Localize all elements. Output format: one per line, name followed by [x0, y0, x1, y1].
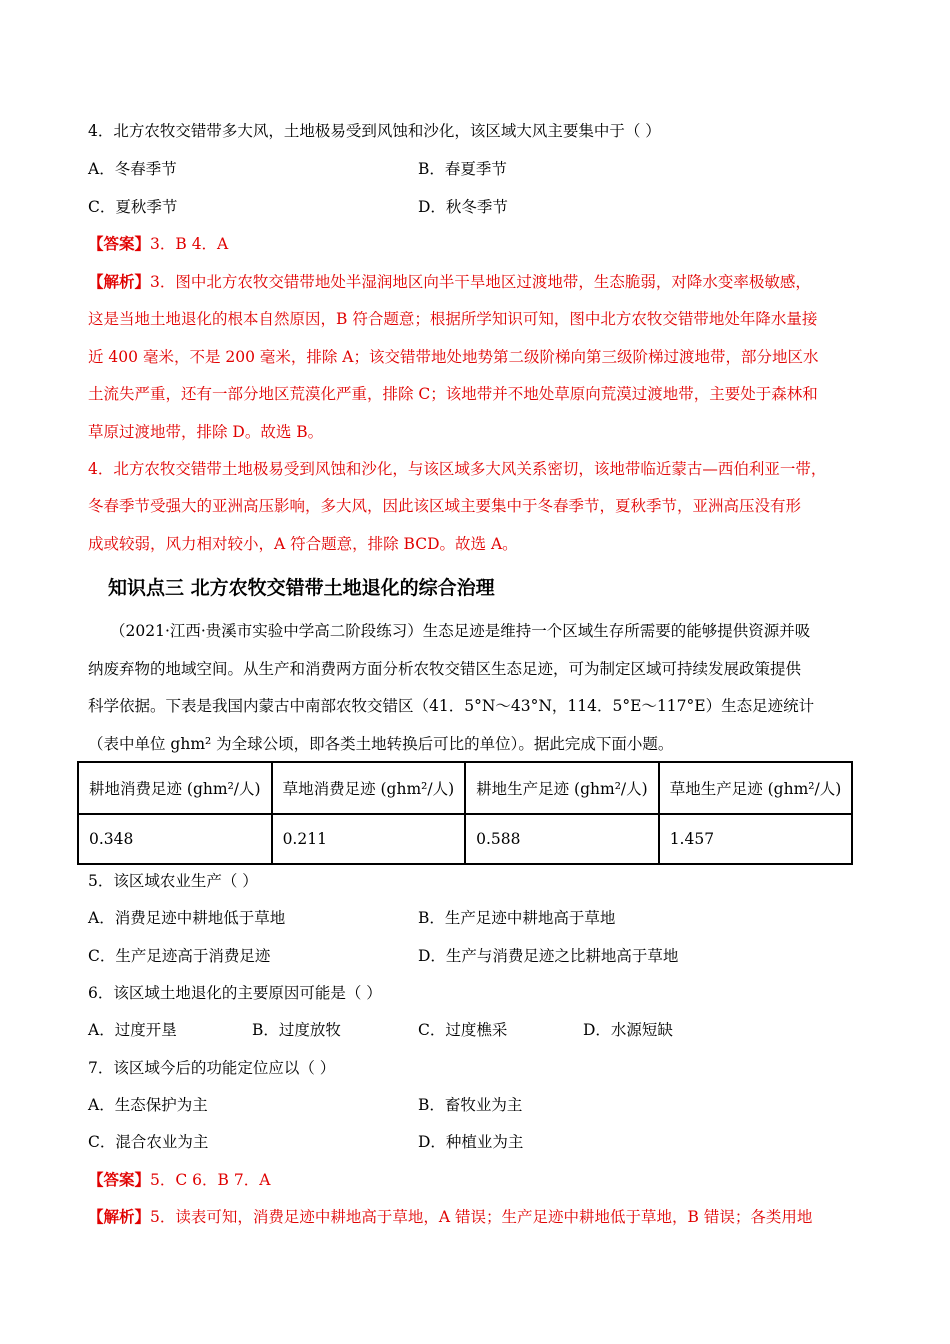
question-7-stem: 7．该区域今后的功能定位应以（ ） [88, 1059, 336, 1077]
answer-text: 3．B 4．A [150, 235, 229, 253]
answer-text: 5．C 6．B 7．A [150, 1171, 271, 1189]
q7-option-d: D．种植业为主 [418, 1133, 524, 1151]
q4-option-c: C．夏秋季节 [88, 198, 178, 216]
analysis-text: 5．读表可知，消费足迹中耕地高于草地，A 错误；生产足迹中耕地低于草地，B 错误；各类用地 [150, 1208, 813, 1226]
table-header-cell: 耕地消费足迹 (ghm²/人) [78, 762, 272, 814]
question-5-stem: 5．该区域农业生产（ ） [88, 872, 258, 890]
table-cell: 0.348 [78, 814, 272, 864]
table-header-cell: 耕地生产足迹 (ghm²/人) [465, 762, 659, 814]
analysis-line-1 [88, 271, 811, 293]
q6-option-a: A．过度开垦 [88, 1021, 177, 1039]
q7-option-a: A．生态保护为主 [88, 1096, 208, 1114]
analysis-tag: 【解析】 [88, 1207, 151, 1226]
analysis-text: 3．图中北方农牧交错带地处半湿润地区向半干旱地区过渡地带，生态脆弱，对降水变率极敏感， [150, 273, 811, 291]
q4-option-a: A．冬春季节 [88, 160, 177, 178]
answer-block-1 [88, 233, 228, 255]
table-cell: 1.457 [659, 814, 853, 864]
table-header-cell: 草地消费足迹 (ghm²/人) [272, 762, 466, 814]
table-cell: 0.588 [465, 814, 659, 864]
passage-line-2: 纳废弃物的地域空间。从生产和消费两方面分析农牧交错区生态足迹，可为制定区域可持续发展政策提供 [88, 660, 802, 678]
analysis-tag: 【解析】 [88, 272, 151, 291]
passage-line-3: 科学依据。下表是我国内蒙古中南部农牧交错区（41．5°N～43°N，114．5°E～117°E）生态足迹统计 [88, 697, 815, 715]
q4-option-b: B．春夏季节 [418, 160, 507, 178]
q4-option-d: D．秋冬季节 [418, 198, 508, 216]
analysis-line-8: 成或较弱，风力相对较小，A 符合题意，排除 BCD。故选 A。 [88, 535, 518, 553]
table-cell: 0.211 [272, 814, 466, 864]
q6-option-b: B．过度放牧 [252, 1021, 341, 1039]
analysis-line-6: 4．北方农牧交错带土地极易受到风蚀和沙化，与该区域多大风关系密切，该地带临近蒙古—西伯利亚一带， [88, 460, 827, 478]
answer-block-2 [88, 1169, 270, 1191]
section-heading: 知识点三 北方农牧交错带土地退化的综合治理 [108, 577, 495, 599]
answer-tag: 【答案】 [88, 234, 151, 253]
table-row [78, 814, 852, 864]
answer-tag: 【答案】 [88, 1170, 151, 1189]
q5-option-d: D．生产与消费足迹之比耕地高于草地 [418, 947, 679, 965]
analysis-line-7: 冬春季节受强大的亚洲高压影响，多大风，因此该区域主要集中于冬春季节，夏秋季节，亚洲高压没有形 [88, 497, 802, 515]
question-4-stem: 4．北方农牧交错带多大风，土地极易受到风蚀和沙化，该区域大风主要集中于（ ） [88, 122, 661, 140]
analysis-line-2: 这是当地土地退化的根本自然原因，B 符合题意；根据所学知识可知，图中北方农牧交错带地处年降水量接 [88, 310, 818, 328]
footprint-table [77, 761, 853, 865]
analysis-line-4: 土流失严重，还有一部分地区荒漠化严重，排除 C；该地带并不地处草原向荒漠过渡地带，主要处于森林和 [88, 385, 818, 403]
table-header-row [78, 762, 852, 814]
q5-option-c: C．生产足迹高于消费足迹 [88, 947, 271, 965]
analysis-line-5: 草原过渡地带，排除 D。故选 B。 [88, 423, 324, 441]
q7-option-b: B．畜牧业为主 [418, 1096, 523, 1114]
analysis-line-3: 近 400 毫米，不是 200 毫米，排除 A；该交错带地处地势第二级阶梯向第三级阶梯过渡地带，部分地区水 [88, 348, 819, 366]
passage-line-1: （2021·江西·贵溪市实验中学高二阶段练习）生态足迹是维持一个区域生存所需要的能够提供资源并吸 [110, 622, 811, 640]
q5-option-a: A．消费足迹中耕地低于草地 [88, 909, 286, 927]
question-6-stem: 6．该区域土地退化的主要原因可能是（ ） [88, 984, 382, 1002]
q7-option-c: C．混合农业为主 [88, 1133, 209, 1151]
q5-option-b: B．生产足迹中耕地高于草地 [418, 909, 616, 927]
passage-line-4: （表中单位 ghm² 为全球公顷，即各类土地转换后可比的单位）。据此完成下面小题。 [88, 735, 674, 753]
analysis-block-2 [88, 1206, 812, 1228]
q6-option-c: C．过度樵采 [418, 1021, 508, 1039]
q6-option-d: D．水源短缺 [583, 1021, 673, 1039]
table-header-cell: 草地生产足迹 (ghm²/人) [659, 762, 853, 814]
